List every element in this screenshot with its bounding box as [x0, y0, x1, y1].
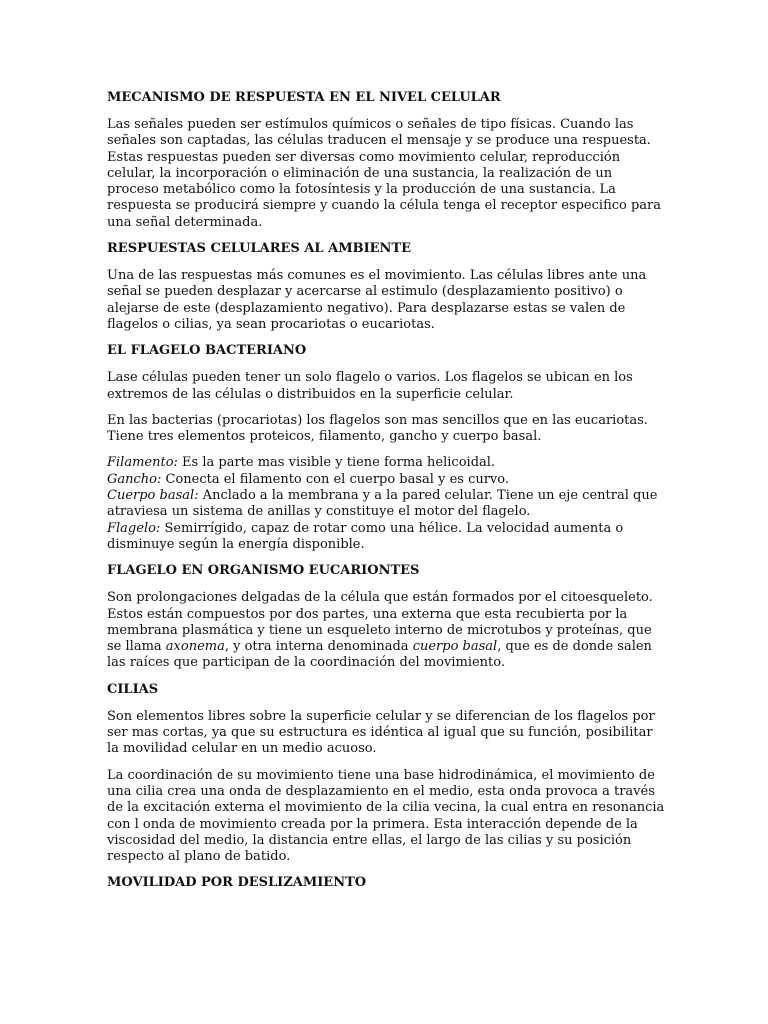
- paragraph-prolongaciones: [107, 590, 667, 671]
- paragraph-movimiento: Una de las respuestas más comunes es el movimiento. Las células libres ante una señal se pueden desplazar y acercarse al estimulo (desplazamiento positivo) o alejarse de este (desplazamiento negativo). Para desplazarse estas se valen de flagelos o cilias, ya sean procariotas o eucariotas.: [107, 268, 647, 332]
- text-run: , que es de donde salen las raíces que participan de la coordinación del movimiento.: [107, 639, 652, 671]
- section-heading-flagelo-bacteriano: EL FLAGELO BACTERIANO: [107, 343, 307, 359]
- definition-term: Flagelo:: [107, 520, 161, 536]
- definition-cuerpo-basal: [107, 488, 667, 521]
- paragraph-cilias-coordinacion: La coordinación de su movimiento tiene una base hidrodinámica, el movimiento de una cilia crea una onda de desplazamiento en el medio, esta onda provoca a través de la excitación externa el movimiento de la cilia vecina, la cual entra en resonancia con l onda de movimiento creada por la primera. Esta interacción depende de la viscosidad del medio, la distancia entre ellas, el largo de las cilias y su posición respecto al plano de batido.: [107, 767, 665, 865]
- definition-term: Filamento:: [107, 455, 178, 471]
- paragraph-flagelos-ubicacion: Lase células pueden tener un solo flagelo o varios. Los flagelos se ubican en los extremos de las células o distribuidos en la superficie celular.: [107, 370, 633, 402]
- paragraph-senales: Las señales pueden ser estímulos químicos o señales de tipo físicas. Cuando las señales son captadas, las células traducen el mensaje y se produce una respuesta. Estas respuestas pueden ser diversas como movimiento celular, reproducción celular, la incorporación o eliminación de una sustancia, la realización de un proceso metabólico como la fotosíntesis y la producción de una sustancia. La respuesta se producirá siempre y cuando la célula tenga el receptor especifico para una señal determinada.: [107, 117, 662, 230]
- definition-text: Es la parte mas visible y tiene forma helicoidal.: [177, 455, 496, 471]
- section-heading-respuestas: RESPUESTAS CELULARES AL AMBIENTE: [107, 241, 412, 257]
- definition-text: Semirrígido, capaz de rotar como una hélice. La velocidad aumenta o disminuye según la energía disponible.: [107, 520, 624, 552]
- definition-term: Gancho:: [107, 471, 162, 487]
- definition-text: Anclado a la membrana y a la pared celular. Tiene un eje central que atraviesa un sistema de anillas y constituye el motor del flagelo.: [107, 488, 658, 520]
- emphasis-cuerpo-basal: cuerpo basal: [412, 639, 498, 655]
- text-run: , y otra interna denominada: [224, 639, 413, 655]
- paragraph-cilias-elementos: Son elementos libres sobre la superficie celular y se diferencian de los flagelos por ser mas cortas, ya que su estructura es idéntica al igual que su función, posibilitar la movilidad celular en un medio acuoso.: [107, 708, 655, 757]
- section-heading-mecanismo: MECANISMO DE RESPUESTA EN EL NIVEL CELULAR: [107, 90, 501, 105]
- definition-list: [107, 455, 667, 553]
- definition-text: Conecta el filamento con el cuerpo basal y es curvo.: [161, 471, 510, 487]
- definition-flagelo: [107, 521, 667, 554]
- section-heading-flagelo-eucariontes: FLAGELO EN ORGANISMO EUCARIONTES: [107, 563, 420, 579]
- text-run: Son prolongaciones delgadas de la célula que están formados por el citoesqueleto. Estos están compuestos por dos partes, una externa que esta recubierta por la membrana plasmática y tiene un esqueleto interno de microtubos y proteínas, que se llama: [107, 590, 653, 655]
- document-page: [107, 90, 667, 902]
- definition-gancho: [107, 472, 667, 488]
- section-heading-movilidad: MOVILIDAD POR DESLIZAMIENTO: [107, 875, 367, 891]
- definition-filamento: [107, 455, 667, 471]
- definition-term: Cuerpo basal:: [107, 488, 199, 504]
- section-heading-cilias: CILIAS: [107, 681, 159, 697]
- paragraph-procariotas: En las bacterias (procariotas) los flagelos son mas sencillos que en las eucariotas. Tiene tres elementos proteicos, filamento, gancho y cuerpo basal.: [107, 412, 648, 445]
- emphasis-axonema: axonema: [165, 639, 225, 655]
